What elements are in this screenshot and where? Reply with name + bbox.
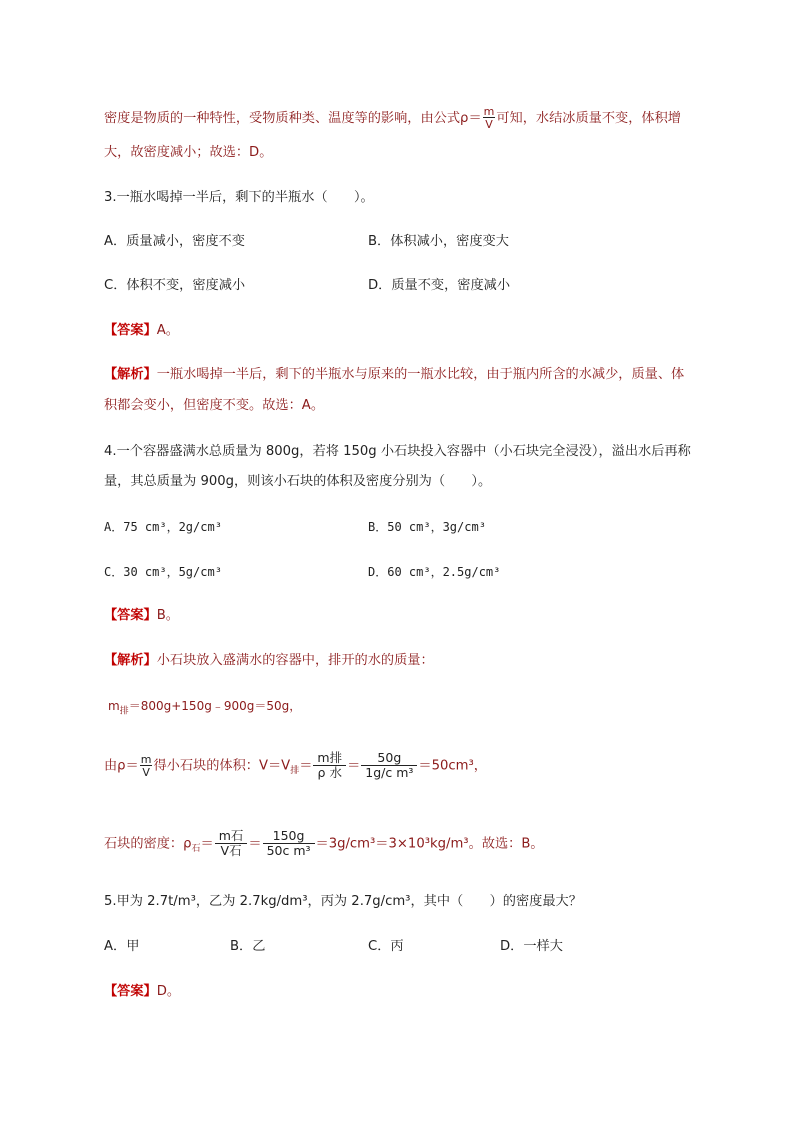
fraction-numerator: m: [140, 752, 152, 766]
analysis-tag: 【解析】: [104, 653, 157, 668]
fraction-m-over-rho: [313, 752, 346, 779]
explanation-text: 密度是物质的一种特性，受物质种类、温度等的影响，由公式ρ: [104, 111, 469, 126]
answer-tag: 【答案】: [104, 608, 157, 623]
analysis-tag: 【解析】: [104, 367, 157, 382]
fraction-m-over-v-stone: [215, 830, 248, 857]
explanation-prev-line1: [104, 106, 681, 130]
explanation-prev-line2: 大，故密度减小；故选：D。: [104, 145, 273, 160]
mass-symbol: m: [108, 699, 120, 713]
equals-sign: ＝: [468, 111, 482, 126]
equals-sign: ＝: [299, 758, 313, 774]
fraction-denominator: V石: [215, 843, 248, 858]
q5-option-a: A．甲: [104, 939, 140, 954]
calc-text: ＝800g+150g﹣900g＝50g，: [128, 699, 302, 713]
answer-value: A。: [156, 323, 179, 338]
q3-answer: [104, 322, 179, 340]
q3-option-d: D．质量不变，密度减小: [368, 278, 511, 293]
q5-option-c: C．丙: [368, 939, 404, 954]
q3-analysis-line1: [104, 366, 684, 384]
fraction-denominator: V: [140, 765, 153, 778]
analysis-text: 一瓶水喝掉一半后，剩下的半瓶水与原来的一瓶水比较，由于瓶内所含的水减少，质量、体: [156, 367, 685, 382]
q3-analysis-line2: 积都会变小，但密度不变。故选：A。: [104, 398, 325, 413]
fraction-denominator: 50c m³: [263, 843, 315, 858]
q4-option-c: C．30 cm³，5g/cm³: [104, 565, 222, 579]
equals-sign: ＝: [200, 836, 214, 852]
q5-answer: [104, 983, 180, 1001]
q5-option-d: D．一样大: [500, 939, 563, 954]
q5-option-b: B．乙: [230, 939, 266, 954]
q4-option-d: D．60 cm³，2.5g/cm³: [368, 565, 501, 579]
fraction-denominator: 1g/c m³: [361, 765, 417, 780]
fraction-numerator: 150g: [272, 828, 305, 843]
calc-text: 石块的密度：ρ: [104, 836, 192, 852]
q3-option-c: C．体积不变，密度减小: [104, 278, 246, 293]
fraction-numerator: m排: [317, 750, 343, 765]
calc-text: 由ρ＝: [104, 758, 139, 774]
fraction-m-over-v: [140, 754, 153, 778]
fraction-m-over-v: [483, 106, 496, 130]
answer-tag: 【答案】: [104, 323, 157, 338]
equals-sign: ＝: [347, 758, 361, 774]
answer-value: D。: [156, 984, 181, 999]
calc-text: ＝50cm³，: [418, 758, 487, 774]
fraction-150g-over-volume: [263, 830, 315, 857]
fraction-numerator: m石: [218, 828, 244, 843]
fraction-denominator: ρ 水: [313, 765, 346, 780]
question-5-stem: 5.甲为 2.7t/m³，乙为 2.7kg/dm³，丙为 2.7g/cm³，其中（ ）的密度最大？: [104, 894, 582, 909]
question-4-stem-line1: 4.一个容器盛满水总质量为 800g，若将 150g 小石块投入容器中（小石块完全浸没），溢出水后再称: [104, 444, 691, 459]
q3-option-a: A．质量减小，密度不变: [104, 234, 245, 249]
q4-calc-volume: [104, 752, 487, 779]
q4-calc-mass-displaced: [108, 697, 301, 715]
answer-tag: 【答案】: [104, 984, 157, 999]
calc-text: ＝3g/cm³＝3×10³kg/m³。故选：B。: [315, 836, 544, 852]
subscript: 排: [290, 766, 300, 777]
q3-option-b: B．体积减小，密度变大: [368, 234, 509, 249]
q4-option-a: A．75 cm³，2g/cm³: [104, 520, 222, 534]
q4-calc-density: [104, 830, 544, 857]
q4-option-b: B．50 cm³，3g/cm³: [368, 520, 486, 534]
answer-value: B。: [156, 608, 179, 623]
fraction-50g-over-density: [361, 752, 417, 779]
explanation-text: 可知，水结冰质量不变，体积增: [496, 111, 681, 126]
equals-sign: ＝: [248, 836, 262, 852]
subscript: 石: [191, 844, 201, 855]
fraction-numerator: 50g: [377, 750, 402, 765]
subscript: 排: [119, 706, 129, 717]
fraction-denominator: V: [483, 117, 496, 130]
q4-answer: [104, 607, 179, 625]
fraction-numerator: m: [483, 105, 495, 118]
calc-text: 得小石块的体积：V＝V: [153, 758, 291, 774]
q4-analysis-line1: [104, 652, 434, 670]
question-4-stem-line2: 量，其总质量为 900g，则该小石块的体积及密度分别为（ ）。: [104, 474, 492, 489]
analysis-text: 小石块放入盛满水的容器中，排开的水的质量：: [156, 653, 434, 668]
question-3-stem: 3.一瓶水喝掉一半后，剩下的半瓶水（ ）。: [104, 190, 374, 205]
